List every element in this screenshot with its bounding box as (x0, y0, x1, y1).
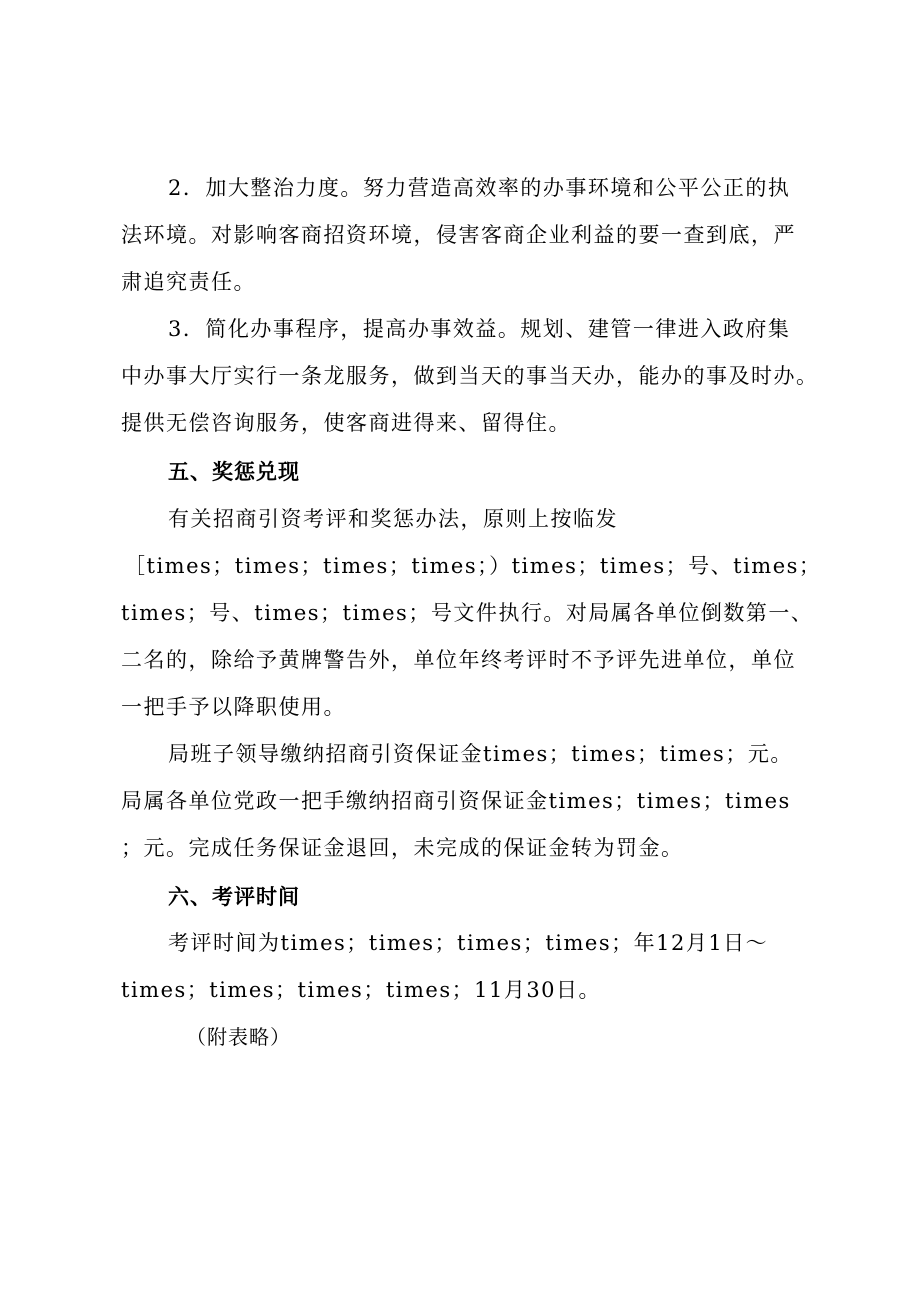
section-5-heading: 五、奖惩兑现 (168, 460, 300, 484)
section-6-heading: 六、考评时间 (168, 885, 300, 909)
item-2-line-2: 法环境。对影响客商招资环境，侵害客商企业利益的要一查到底，严 (121, 223, 796, 247)
section-5-para-2-line-1: 局班子领导缴纳招商引资保证金times；times；times；元。 (168, 742, 793, 766)
section-5-para-2-line-3: ；元。完成任务保证金退回，未完成的保证金转为罚金。 (121, 836, 684, 860)
section-5-para-1-line-5: 一把手予以降职使用。 (121, 695, 346, 719)
item-2-line-3: 肃追究责任。 (121, 270, 256, 294)
appendix-note: （附表略） (186, 1025, 291, 1049)
section-5-para-1-line-1: 有关招商引资考评和奖惩办法，原则上按临发 (168, 507, 618, 531)
section-5-para-1-line-4: 二名的，除给予黄牌警告外，单位年终考评时不予评先进单位，单位 (121, 648, 796, 672)
section-5-para-2-line-2: 局属各单位党政一把手缴纳招商引资保证金times；times；times (121, 789, 791, 813)
section-6-para-line-2: times；times；times；times；11月30日。 (121, 978, 602, 1002)
section-6-para-line-1: 考评时间为times；times；times；times；年12月1日～ (168, 931, 769, 955)
section-5-para-1-line-2: ［times；times；times；times；）times；times；号、times； (124, 554, 822, 578)
section-5-para-1-line-3: times；号、times；times；号文件执行。对局属各单位倒数第一、 (121, 601, 814, 625)
item-2-line-1: 2．加大整治力度。努力营造高效率的办事环境和公平公正的执 (168, 176, 791, 200)
item-3-line-3: 提供无偿咨询服务，使客商进得来、留得住。 (121, 411, 571, 435)
item-3-line-1: 3．简化办事程序，提高办事效益。规划、建管一律进入政府集 (168, 317, 791, 341)
item-3-line-2: 中办事大厅实行一条龙服务，做到当天的事当天办，能办的事及时办。 (121, 364, 819, 388)
